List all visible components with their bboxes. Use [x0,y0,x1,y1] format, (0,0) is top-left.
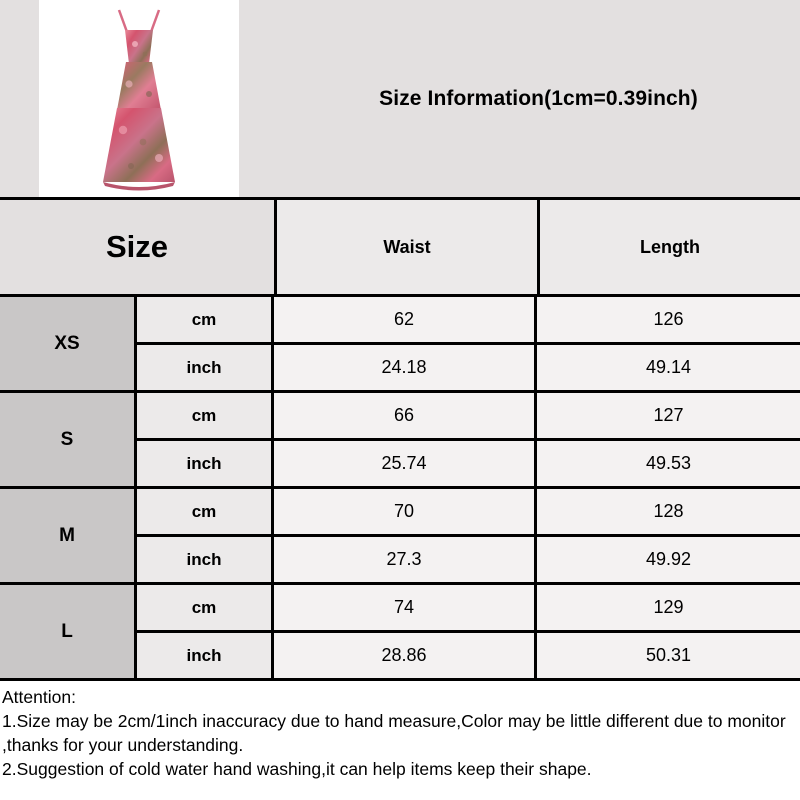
row-cm [137,489,800,537]
waist-value: 62 [393,309,415,329]
waist-value: 27.3 [386,549,422,569]
column-header-row [0,200,800,297]
length-value-cell [537,585,800,630]
row-size-label: L [61,620,73,642]
row-cm [137,585,800,633]
row-cm [137,393,800,441]
table-row [0,585,800,681]
length-value: 126 [653,309,684,329]
column-header-waist-label: Waist [383,236,431,257]
waist-value-cell [274,489,537,534]
length-value-cell [537,393,800,438]
unit-label-cell [137,585,274,630]
length-value: 49.53 [645,453,692,473]
unit-label: inch [186,453,222,473]
row-size-label-cell [0,393,137,486]
length-value: 49.14 [645,357,692,377]
waist-value-cell [274,441,537,486]
length-value: 128 [653,501,684,521]
length-value-cell [537,441,800,486]
unit-label: cm [191,597,217,617]
waist-value-cell [274,345,537,390]
column-header-size [0,200,277,294]
length-value: 50.31 [645,645,692,665]
row-size-label: XS [54,332,80,354]
waist-value-cell [274,585,537,630]
length-value: 49.92 [645,549,692,569]
dress-illustration-icon [79,6,199,191]
column-header-size-label: Size [105,229,169,264]
column-header-waist [277,200,540,294]
row-size-label: M [59,524,75,546]
unit-label-cell [137,441,274,486]
attention-block [0,681,800,781]
row-size-label-cell [0,297,137,390]
size-info-title: Size Information(1cm=0.39inch) [379,86,698,110]
unit-label: inch [186,549,222,569]
length-value: 129 [653,597,684,617]
attention-note-2: 2.Suggestion of cold water hand washing,it can help items keep their shape. [2,759,592,779]
table-row [0,297,800,393]
column-header-length-label: Length [640,236,700,257]
waist-value: 66 [393,405,415,425]
unit-label: inch [186,645,222,665]
unit-label: cm [191,309,217,329]
waist-value: 24.18 [381,357,427,377]
row-cm [137,297,800,345]
waist-value-cell [274,297,537,342]
waist-value: 74 [393,597,415,617]
waist-value: 25.74 [381,453,427,473]
length-value-cell [537,297,800,342]
unit-label: cm [191,405,217,425]
length-value-cell [537,633,800,678]
waist-value: 28.86 [381,645,427,665]
table-row [0,489,800,585]
length-value-cell [537,537,800,582]
unit-label: inch [186,357,222,377]
size-info-title-cell [277,0,800,197]
unit-label-cell [137,345,274,390]
product-image-cell [0,0,277,197]
attention-heading: Attention: [2,687,76,707]
unit-label-cell [137,633,274,678]
table-row [0,393,800,489]
product-image [39,0,239,197]
length-value-cell [537,345,800,390]
unit-label-cell [137,489,274,534]
row-size-label-cell [0,585,137,678]
row-inch [137,441,800,486]
column-header-length [540,200,800,294]
waist-value-cell [274,393,537,438]
waist-value-cell [274,633,537,678]
waist-value: 70 [393,501,415,521]
row-inch [137,633,800,678]
waist-value-cell [274,537,537,582]
attention-note-1: 1.Size may be 2cm/1inch inaccuracy due to hand measure,Color may be little different due to monitor ,thanks for your understanding. [2,711,786,755]
row-inch [137,537,800,582]
row-size-label: S [60,428,74,450]
unit-label-cell [137,537,274,582]
unit-label-cell [137,297,274,342]
unit-label: cm [191,501,217,521]
length-value: 127 [653,405,684,425]
row-inch [137,345,800,390]
row-size-label-cell [0,489,137,582]
length-value-cell [537,489,800,534]
chart-header [0,0,800,200]
unit-label-cell [137,393,274,438]
